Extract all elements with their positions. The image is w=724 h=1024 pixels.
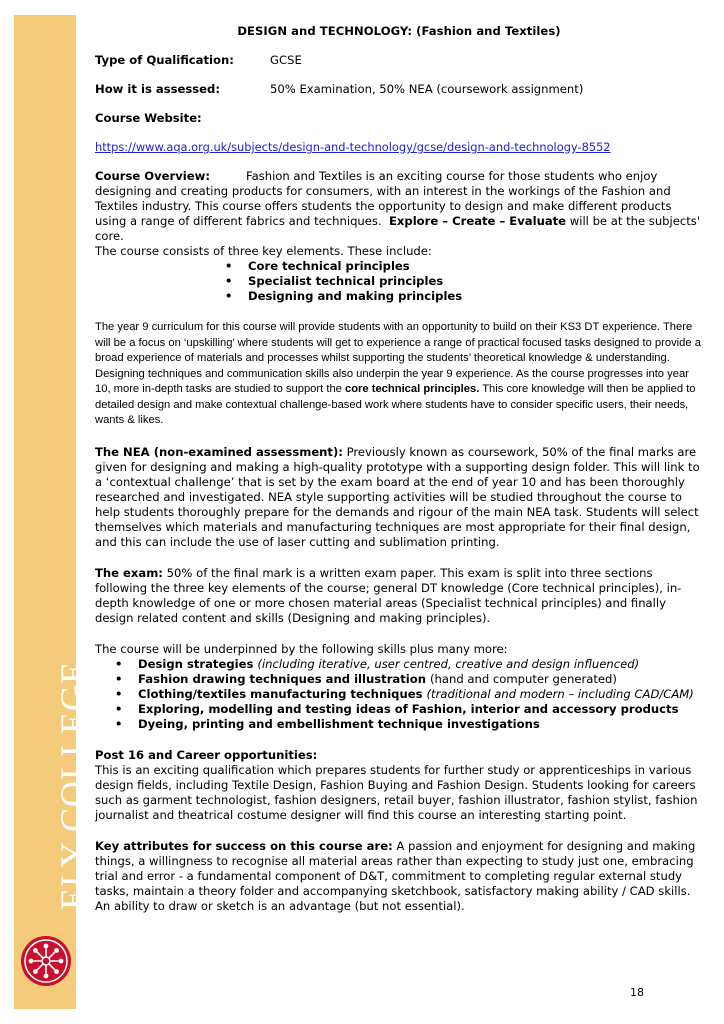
list-item	[115, 657, 703, 672]
skill-name: Clothing/textiles manufacturing techniques	[138, 686, 423, 701]
college-logo-icon	[20, 935, 72, 987]
college-brand	[14, 15, 93, 1009]
attributes-paragraph	[95, 839, 703, 914]
year9-paragraph	[95, 320, 703, 429]
skill-name: Exploring, modelling and testing ideas of Fashion, interior and accessory products	[138, 701, 679, 716]
key-elements-list	[95, 259, 703, 304]
list-item: • Core technical principles	[225, 259, 703, 274]
skills-list	[95, 657, 703, 732]
attributes-text: A passion and enjoyment for designing and making things, a willingness to recognise all material areas rather than expecting to study just one, embracing trial and error - a fundamental component of D&T, commitment to completing regular external study tasks, maintain a theory folder and accompanying sketchbook, satisfactory making ability / CAD skills. An ability to draw or sketch is an advantage (but not essential).	[95, 838, 696, 913]
skill-note: (hand and computer generated)	[430, 671, 617, 686]
overview-bold: Explore – Create – Evaluate	[389, 214, 567, 228]
assessment-row	[95, 82, 703, 97]
attributes-label: Key attributes for success on this course are:	[95, 838, 393, 853]
nea-label: The NEA (non-examined assessment):	[95, 444, 343, 459]
qualification-value: GCSE	[270, 53, 302, 67]
assessment-label: How it is assessed:	[95, 82, 220, 96]
post16-text: This is an exciting qualification which prepares students for further study or apprenticeships in various design fields, including Textile Design, Fashion Buying and Fashion Design. Students looking for careers such as garment technologist, fashion designers, retail buyer, fashion illustrator, fashion stylist, fashion journalist and theatrical costume designer will find this course an interesting starting point.	[95, 762, 698, 822]
post16-heading: Post 16 and Career opportunities:	[95, 747, 318, 762]
assessment-value: 50% Examination, 50% NEA (coursework assignment)	[270, 82, 584, 96]
exam-label: The exam:	[95, 565, 163, 580]
skill-name: Fashion drawing techniques and illustration	[138, 671, 426, 686]
sidebar-band	[14, 15, 93, 1009]
year9-bold: core technical principles.	[345, 383, 480, 395]
exam-text: 50% of the final mark is a written exam paper. This exam is split into three sections following the three key elements of the course; general DT knowledge (Core technical principles), in-depth knowledge of one or more chosen material areas (Specialist technical principles) and finally design related content and skills (Designing and making principles).	[95, 565, 682, 625]
overview-label: Course Overview:	[95, 169, 210, 183]
skill-note: (traditional and modern – including CAD/CAM)	[426, 686, 694, 701]
nea-text: Previously known as coursework, 50% of the final marks are given for designing and making a high-quality prototype with a supporting design folder. This will link to a ‘contextual challenge’ that is set by the exam board at the end of year 10 and has been thoroughly researched and investigated. NEA style supporting activities will be studied throughout the course to help students thoroughly prepare for the demands and rigour of the main NEA task. Students will select themselves which materials and manufacturing techniques are most appropriate for their final design, and this can include the use of laser cutting and sublimation printing.	[95, 444, 700, 549]
year9-text: The year 9 curriculum for this course will provide students with an opportunity to build on their KS3 DT experience. There will be a focus on ‘upskilling’ where students will get to experience a range of practical focused tasks designed to provide a broad experience of materials and processes whilst supporting the students’ theoretical knowledge & understanding. Designing techniques and communication skills also underpin the year 9 experience. As the course progresses into year 10, more in-depth tasks are studied to support the	[95, 321, 701, 395]
qualification-row	[95, 53, 703, 68]
overview-paragraph	[95, 169, 703, 244]
website-label: Course Website:	[95, 111, 202, 125]
skill-name: Design strategies	[138, 656, 254, 671]
list-item: • Specialist technical principles	[225, 274, 703, 289]
overview-tail: will be at the subjects' core.	[95, 214, 701, 243]
list-item	[115, 702, 703, 717]
nea-paragraph	[95, 445, 703, 550]
course-website-link[interactable]: https://www.aqa.org.uk/subjects/design-and-technology/gcse/design-and-technology-8552	[95, 140, 611, 154]
list-item	[115, 672, 703, 687]
exam-paragraph	[95, 566, 703, 626]
list-item	[115, 687, 703, 702]
overview-text: Fashion and Textiles is an exciting course for those students who enjoy designing and creating products for consumers, with an interest in the workings of the Fashion and Textiles industry. This course offers students the opportunity to design and make different products using a range of different fabrics and techniques.	[95, 169, 672, 228]
qualification-label: Type of Qualification:	[95, 53, 234, 67]
list-item: • Designing and making principles	[225, 289, 703, 304]
year9-text-end: This core knowledge will then be applied to detailed design and make contextual challenge-based work where students have to consider specific users, their needs, wants & likes.	[95, 383, 696, 426]
elements-intro: The course consists of three key elements. These include:	[95, 244, 432, 258]
page-number: 18	[630, 986, 644, 999]
college-name: ELY COLLEGE	[53, 660, 93, 910]
page-title: DESIGN and TECHNOLOGY: (Fashion and Textiles)	[237, 24, 561, 38]
skill-note: (including iterative, user centred, creative and design influenced)	[257, 656, 640, 671]
skill-name: Dyeing, printing and embellishment technique investigations	[138, 716, 540, 731]
skills-intro: The course will be underpinned by the following skills plus many more:	[95, 641, 508, 656]
list-item	[115, 717, 703, 732]
course-page	[95, 24, 703, 914]
